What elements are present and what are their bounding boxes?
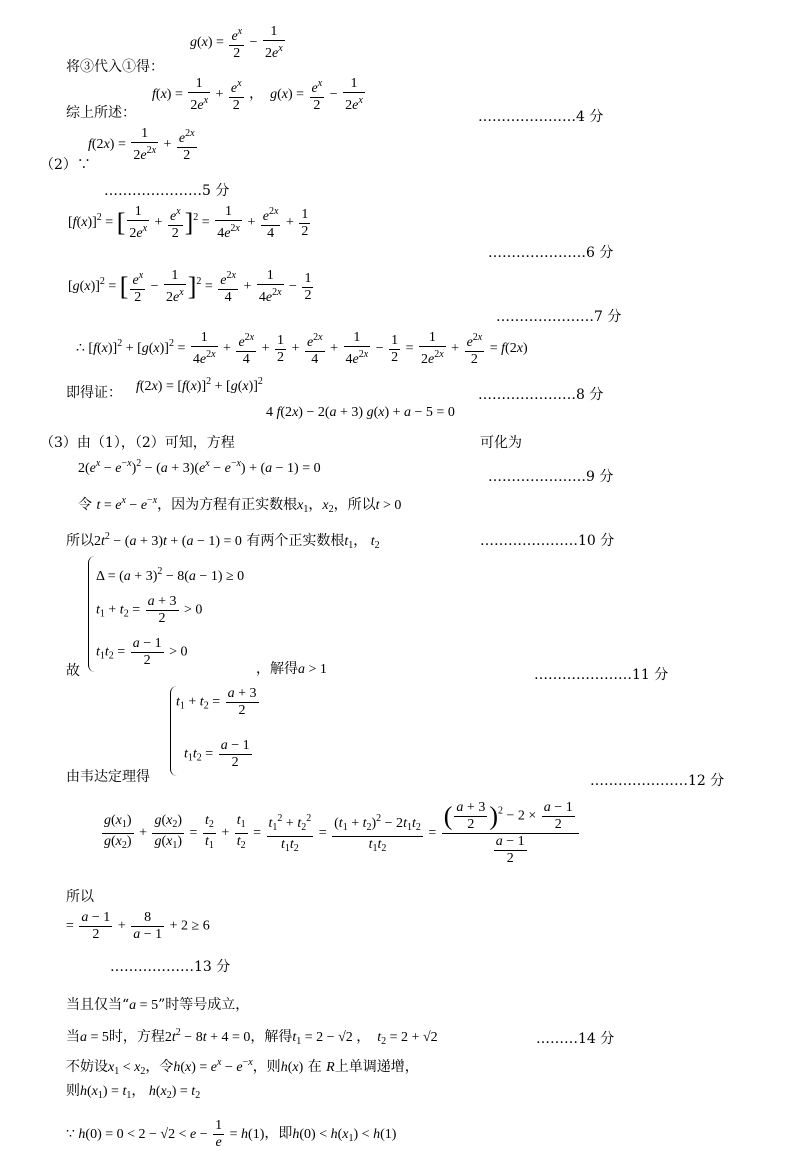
substitution-label: 将③代入①得： bbox=[66, 59, 164, 75]
then-line: 则$h(x_1) = t_1$， $h(x_2) = t_2$ bbox=[66, 1083, 201, 1101]
g-formula-1: g(x) = $\frac{e^x}{2}$ − $\frac{1}{2e^x}$ bbox=[190, 24, 283, 61]
conclusion-formula: $f(2x) = [f(x)]^2 + [g(x)]^2$ bbox=[136, 376, 263, 394]
score-8: …………………8 分 bbox=[478, 387, 604, 403]
score-4: …………………4 分 bbox=[478, 109, 604, 125]
namely-text: ，即 bbox=[264, 1125, 293, 1142]
product-roots-ineq: $t_1t_2$ = $\frac{a - 1}{2}$ > 0 bbox=[96, 636, 188, 668]
transformed-equation: $2(e^x - e^{-x})^2 - (a + 3)(e^x - e^{-x}) + (a - 1) = 0$ bbox=[78, 458, 321, 476]
therefore-label: 故 bbox=[66, 663, 80, 679]
score-14: ………14 分 bbox=[536, 1031, 615, 1047]
system-brace-1 bbox=[88, 556, 95, 672]
when-a5-line: 当a = 5时，方程$2t^2 - 8t + 4 = 0$，解得$t_1 = 2 - √2$ ， $t_2 = 2 + √2$ bbox=[66, 1027, 438, 1047]
vieta-product: $t_1t_2$ = $\frac{a - 1}{2}$ bbox=[184, 738, 250, 770]
final-line: ∵ h(0) = 0 < 2 − √2 < e − $\frac{1}{e}$ = h(1)，即$h(0) < h(x_1) < h(1)$ bbox=[66, 1118, 397, 1150]
equality-line: 当且仅当“a = 5”时等号成立， bbox=[66, 997, 250, 1013]
substitution-line bbox=[66, 58, 164, 76]
vieta-sum: $t_1 + t_2$ = $\frac{a + 3}{2}$ bbox=[176, 686, 257, 718]
wlog-line: 不妨设$x_1 < x_2$，令$h(x) = e^x - e^{-x}$，则h(x) 在 R上单调递增， bbox=[66, 1057, 419, 1077]
solve-line: ，解得a > 1 bbox=[256, 661, 327, 677]
monotone-text-2: 上单调递增， bbox=[334, 1059, 419, 1075]
solve-text-2: ，解得 bbox=[250, 1029, 293, 1045]
monotone-text: 在 bbox=[307, 1059, 322, 1075]
score-11: …………………11 分 bbox=[534, 667, 669, 683]
wlog-text: 不妨设 bbox=[66, 1059, 108, 1075]
conclusion-label: 即得证： bbox=[66, 385, 122, 401]
vieta-label: 由韦达定理得 bbox=[66, 769, 150, 785]
score-13: ………………13 分 bbox=[110, 959, 231, 975]
solve-text: ，解得 bbox=[256, 661, 298, 677]
f-formula-summary: f(x) = $\frac{1}{2e^x}$ + $\frac{e^x}{2}$ ， g(x) = $\frac{e^x}{2}$ − $\frac{1}{2e^x}$ bbox=[152, 76, 363, 113]
let-t-line: 令 $t = e^x - e^{-x}$，因为方程有正实数根$x_1$，$x_2$，所以t > 0 bbox=[78, 495, 402, 515]
because-text: ，因为方程有正实数根 bbox=[157, 497, 298, 513]
f-squared-formula: $[f(x)]^2$ = [ $\frac{1}{2e^x}$ + $\frac{e^x}{2}$ ]$^2$ = $\frac{1}{4e^{2x}}$ + $\frac{e^{2x}}{4}$ + $\frac{1}{2}$ bbox=[68, 204, 309, 241]
part2-label: （2）∵ bbox=[40, 157, 91, 173]
so-label-2: 所以 bbox=[66, 889, 94, 905]
equality-text-a: 当且仅当“ bbox=[66, 997, 130, 1013]
summary-label: 综上所述： bbox=[66, 105, 136, 121]
when-text-2: 时，方程 bbox=[108, 1029, 165, 1045]
let-t-label: 令 bbox=[78, 497, 92, 513]
g-squared-formula: $[g(x)]^2$ = [ $\frac{e^x}{2}$ − $\frac{1}{2e^x}$ ]$^2$ = $\frac{e^{2x}}{4}$ + $\frac{1}{4e^{2x}}$ − $\frac{1}{2}$ bbox=[68, 268, 312, 305]
f2x-formula: f(2x) = $\frac{1}{2e^{2x}}$ + $\frac{e^{2x}}{2}$ bbox=[88, 126, 195, 163]
so-text: ，所以 bbox=[333, 497, 376, 513]
part3-label: （3）由（1），（2）可知，方程 bbox=[40, 435, 235, 451]
score-6: …………………6 分 bbox=[488, 245, 614, 261]
part3-equation: 4 f(2x) − 2(a + 3) g(x) + a − 5 = 0 bbox=[266, 405, 455, 420]
equality-text-b: ”时等号成立， bbox=[158, 997, 250, 1013]
score-12: …………………12 分 bbox=[590, 773, 725, 789]
when-text: 当 bbox=[66, 1029, 80, 1045]
score-5: …………………5 分 bbox=[104, 183, 230, 199]
two-pos-roots: 有两个正实数根 bbox=[246, 533, 345, 549]
discriminant-ineq: $\Delta = (a + 3)^2 - 8(a - 1) \ge 0$ bbox=[96, 566, 245, 584]
then-text: ，则 bbox=[252, 1059, 281, 1075]
score-10: …………………10 分 bbox=[480, 533, 615, 549]
comma-text: ， bbox=[308, 497, 323, 513]
score-9: …………………9 分 bbox=[488, 469, 614, 485]
score-7: …………………7 分 bbox=[496, 309, 622, 325]
then-label: 则 bbox=[66, 1083, 80, 1099]
let-text: ，令 bbox=[145, 1059, 174, 1075]
quadratic-t-line: 所以$2t^2 - (a + 3)t + (a - 1) = 0$ 有两个正实数根$t_1$， $t_2$ bbox=[66, 531, 380, 551]
sum-roots-ineq: $t_1 + t_2$ = $\frac{a + 3}{2}$ > 0 bbox=[96, 594, 203, 626]
can-transform: 可化为 bbox=[480, 435, 522, 451]
so-label: 所以 bbox=[66, 533, 94, 549]
sum-formula: ∴ $[f(x)]^2 + [g(x)]^2$ = $\frac{1}{4e^{2x}}$ + $\frac{e^{2x}}{4}$ + $\frac{1}{2}$ + $\frac{e^{2x}}{4}$ + $\frac{1}{4e^{2x}}$ − $\frac{1}{2}$ = $\frac{1}{2e^{2x}}$ + $\frac{e^{2x}}{2}$ = f(2x) bbox=[76, 330, 528, 367]
ratio-expression: $\frac{g(x_1)}{g(x_2)}$ + $\frac{g(x_2)}{g(x_1)}$ = $\frac{t_2}{t_1}$ + $\frac{t_1}{t_2}$ = $\frac{t_1^2 + t_2^2}{t_1t_2}$ = $\frac{(t_1 + t_2)^2 - 2t_1t_2}{t_1t_2}$ = ( $\frac{a + 3}{2}$ )$^2$ − 2 × $\frac{a - 1}{2}$ $\frac{a - 1}{2}$ bbox=[100, 800, 581, 867]
amgm-expression: = $\frac{a - 1}{2}$ + $\frac{8}{a - 1}$ + 2 ≥ 6 bbox=[66, 910, 210, 942]
